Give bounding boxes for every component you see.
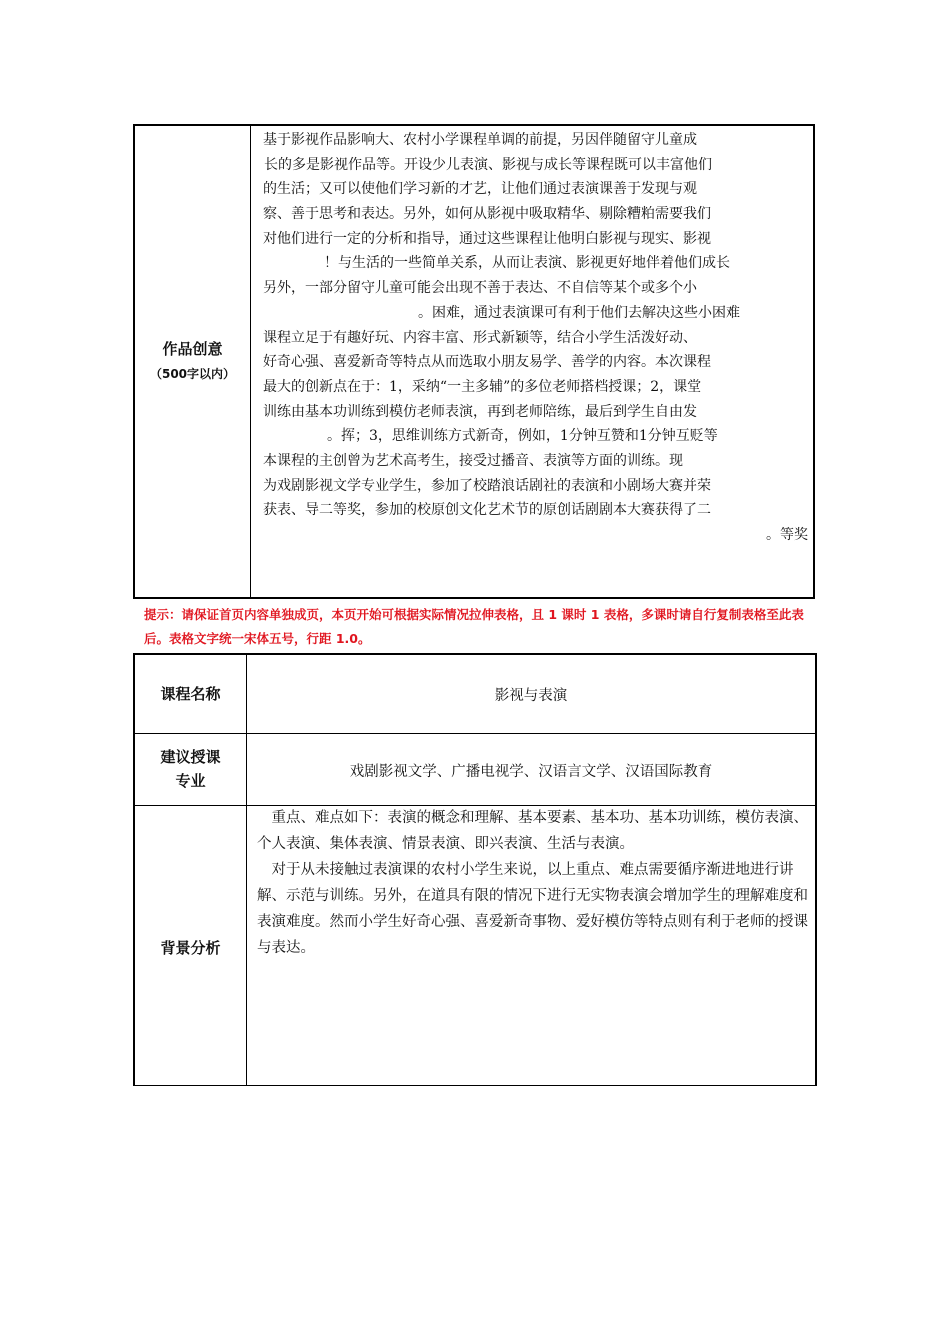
creative-line: 的生活；又可以使他们学习新的才艺，让他们通过表演课善于发现与观 bbox=[263, 181, 697, 198]
background-content bbox=[257, 805, 817, 961]
major-value: 戏剧影视文学、广播电视学、汉语言文学、汉语国际教育 bbox=[349, 764, 713, 780]
creative-line: 本课程的主创曾为艺术高考生，接受过播音、表演等方面的训练。现 bbox=[263, 452, 683, 469]
hint-label: 提示： bbox=[144, 607, 182, 622]
creative-line: 基于影视作品影响大、农村小学课程单调的前提，另因伴随留守儿童成 bbox=[263, 132, 697, 148]
creative-line: 训练由基本功训练到模仿老师表演，再到老师陪练，最后到学生自由发 bbox=[263, 403, 697, 420]
creative-line: 。挥；3，思维训练方式新奇，例如，1分钟互赞和1分钟互贬等 bbox=[327, 428, 718, 445]
background-paragraph: 对于从未接触过表演课的农村小学生来说，以上重点、难点需要循序渐进地进行讲解、示范与训练。另外，在道具有限的情况下进行无实物表演会增加学生的理解难度和表演难度。然而小学生好奇心强、喜爱新奇事物、爱好模仿等特点则有利于老师的授课与表达。 bbox=[257, 862, 808, 956]
creative-sublabel: （500字以内） bbox=[149, 367, 236, 381]
creative-line: 对他们进行一定的分析和指导，通过这些课程让他明白影视与现实、影视 bbox=[263, 230, 711, 247]
creative-line: 长的多是影视作品等。开设少儿表演、影视与成长等课程既可以丰富他们 bbox=[264, 156, 712, 173]
row-divider bbox=[135, 733, 815, 734]
creative-line: 最大的创新点在于：1，采纳“一主多辅”的多位老师搭档授课；2，课堂 bbox=[263, 378, 702, 395]
creative-line: 。困难，通过表演课可有利于他们去解决这些小困难 bbox=[418, 304, 740, 321]
background-paragraph: 重点、难点如下：表演的概念和理解、基本要素、基本功、基本功训练，模仿表演、个人表演、集体表演、情景表演、即兴表演、生活与表演。 bbox=[257, 810, 808, 852]
creative-line: 另外，一部分留守儿童可能会出现不善于表达、不自信等某个或多个小 bbox=[263, 280, 697, 297]
creative-line: 获表、导二等奖，参加的校原创文化艺术节的原创话剧剧本大赛获得了二 bbox=[263, 502, 711, 519]
hint-note bbox=[144, 603, 814, 651]
course-name-label: 课程名称 bbox=[160, 685, 221, 703]
creative-line: 为戏剧影视文学专业学生，参加了校踏浪话剧社的表演和小剧场大赛并荣 bbox=[263, 477, 711, 494]
creative-line: ！与生活的一些简单关系，从而让表演、影视更好地伴着他们成长 bbox=[324, 255, 730, 272]
hint-text: 请保证首页内容单独成页，本页开始可根据实际情况拉伸表格，且 1 课时 1 表格，多课时请自行复制表格至此表后。表格文字统一宋体五号，行距 1.0。 bbox=[144, 607, 804, 646]
column-divider bbox=[250, 126, 251, 597]
creative-line: 课程立足于有趣好玩、内容丰富、形式新颖等，结合小学生活泼好动、 bbox=[263, 329, 697, 346]
creative-content bbox=[263, 128, 808, 548]
creative-label-cell bbox=[135, 338, 250, 382]
creative-label: 作品创意 bbox=[162, 340, 223, 358]
major-label: 建议授课专业 bbox=[160, 748, 221, 790]
course-name-value: 影视与表演 bbox=[494, 688, 568, 704]
creative-table bbox=[133, 124, 815, 599]
creative-line: 好奇心强、喜爱新奇等特点从而选取小朋友易学、善学的内容。本次课程 bbox=[263, 354, 711, 371]
creative-line: 察、善于思考和表达。另外，如何从影视中吸取精华、剔除糟粕需要我们 bbox=[263, 206, 711, 223]
background-label: 背景分析 bbox=[160, 939, 221, 957]
course-table bbox=[133, 653, 817, 1086]
creative-line: 。等奖 bbox=[766, 527, 808, 543]
column-divider bbox=[246, 655, 247, 1085]
